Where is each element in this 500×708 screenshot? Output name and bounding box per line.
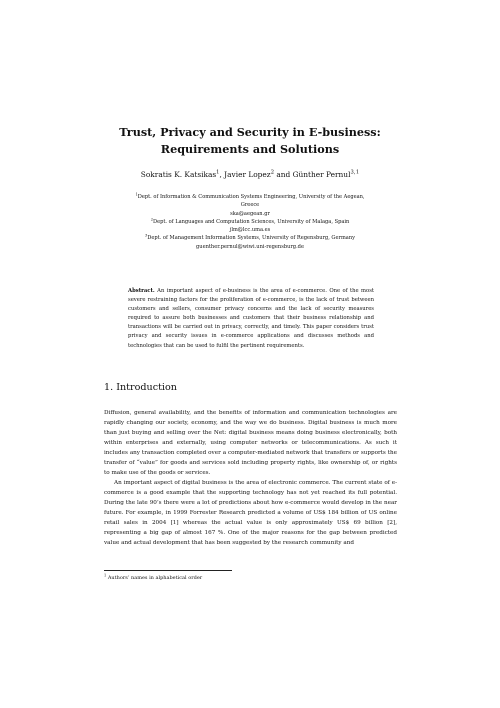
affiliation-1-country: Greece <box>240 202 260 209</box>
affiliation-1-email: ska@aegean.gr <box>230 210 270 217</box>
abstract-text: An important aspect of e-business is the area of e-commerce. One of the most severe restraining factors for the proliferation of e-commerce, is the lack of trust between customers and sellers, consumer privacy concerns and the lack of security measures required to assure both businesses and customers that their business relationship and transactions will be carried out in privacy, correctly, and timely. This paper considers trust privacy and security issues in e-commerce applications and discusses methods and technologies that can be used to fulfil the pertinent requirements. <box>128 288 374 349</box>
affiliation-mark: 2 <box>150 217 153 222</box>
title-line-1: Trust, Privacy and Security in E-business: <box>119 125 381 139</box>
author-separator: and <box>273 170 293 179</box>
paragraph: Diffusion, general availability, and the benefits of information and communication technologies are rapidly changing our society, economy, and the way we do business. Digital business is much more than just buying and selling over the Net: digital business means doing business electronically, both within enterprises and externally, using computer networks or telecommunications. As such it includes any transaction completed over a computer-mediated network that transfers or supports the transfer of “value” for goods and services sold including property rights, like ownership of, or rights to make use of the goods or services. <box>104 410 397 476</box>
author-list <box>0 170 500 179</box>
affiliation-2-email: jlm@lcc.uma.es <box>229 227 271 234</box>
author-name: Javier Lopez <box>224 170 271 179</box>
footnote-divider <box>104 570 232 571</box>
author-name: Günther Pernul <box>292 170 351 179</box>
section-body <box>104 408 397 548</box>
paper-title <box>0 124 500 158</box>
affiliation-1 <box>100 193 400 201</box>
paragraph: An important aspect of digital business is the area of electronic commerce. The current state of e-commerce is a good example that the supporting technology has not yet reached its full potential. During the late 90’s there were a lot of predictions about how e-commerce would develop in the near future. For example, in 1999 Forrester Research predicted a volume of US$ 184 billion of US online retail sales in 2004 [1] whereas the actual value is only approximately US$ 69 billion [2], representing a big gap of almost 167 %. One of the major reasons for the gap between predicted value and actual development that has been suggested by the research community and <box>104 480 397 546</box>
author-affiliation-mark: 1 <box>216 169 220 176</box>
affiliation-3-email: guenther.pernul@wiwi.uni-regensburg.de <box>196 243 304 250</box>
author-footnote-mark: 1 <box>355 169 360 176</box>
author-name: Sokratis K. Katsikas <box>140 170 217 179</box>
abstract-label: Abstract. <box>128 288 155 294</box>
section-heading: 1. Introduction <box>104 382 177 393</box>
footnote <box>104 575 202 581</box>
footnote-mark: , <box>353 169 356 176</box>
affiliations <box>100 193 400 251</box>
affiliation-text: Dept. of Languages and Computation Sciences, University of Malaga, Spain <box>152 218 350 225</box>
author-separator: , <box>219 170 225 179</box>
affiliation-2 <box>100 218 400 226</box>
affiliation-3 <box>100 234 400 242</box>
title-line-2: Requirements and Solutions <box>160 142 340 156</box>
affiliation-mark: 3 <box>145 233 148 238</box>
abstract <box>128 287 374 351</box>
affiliation-text: Dept. of Information & Communication Systems Engineering, University of the Aegean, <box>137 194 365 200</box>
author-affiliation-mark: 3 <box>350 169 354 176</box>
author-affiliation-mark: 2 <box>270 169 274 176</box>
footnote-text: Authors’ names in alphabetical order <box>106 575 203 581</box>
affiliation-mark: 1 <box>135 192 138 197</box>
affiliation-text: Dept. of Management Information Systems, University of Regensburg, Germany <box>147 235 355 242</box>
footnote-mark: 1 <box>104 573 107 578</box>
